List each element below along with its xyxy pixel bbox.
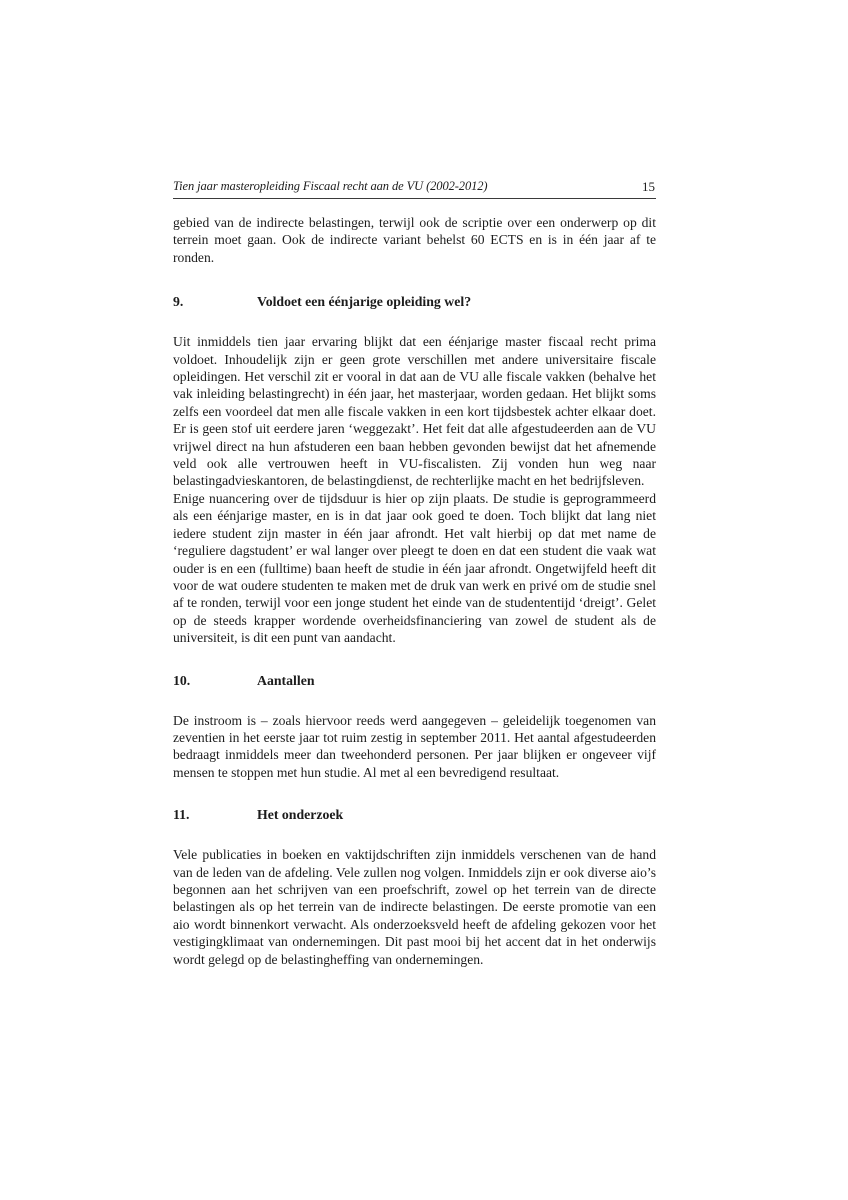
- running-header: [173, 176, 656, 199]
- section-9-paragraph-2: Enige nuancering over de tijdsduur is hier op zijn plaats. De studie is geprogrammeerd als een éénjarige master, en is in dat jaar ook goed te doen. Toch blijkt dat lang niet iedere student zijn master in één jaar afrondt. Het valt hierbij op dat met name de ‘reguliere dagstudent’ er wal langer over pleegt te doen en dat een student die vaak wat ouder is en een (fulltime) baan heeft de studie in één jaar afrondt. Ongetwijfeld heeft dit voor de wat oudere studenten te maken met de druk van werk en privé om de studie snel af te ronden, terwijl voor een jonge student het einde van de studententijd ‘dreigt’. Gelet op de steeds krapper wordende overheidsfinanciering van zowel de student als de universiteit, is dit een punt van aandacht.: [173, 490, 656, 646]
- section-title: Aantallen: [257, 672, 315, 688]
- section-number: 9.: [173, 294, 184, 310]
- book-page: [173, 176, 656, 968]
- section-10-paragraph-1: De instroom is – zoals hiervoor reeds werd aangegeven – geleidelijk toegenomen van zeventien in het eerste jaar tot ruim zestig in september 2011. Het aantal afgestudeerden bedraagt inmiddels meer dan tweehonderd personen. Per jaar blijken er ongeveer vijf mensen te stoppen met hun studie. Al met al een bevredigend resultaat.: [173, 712, 656, 780]
- section-heading-10: [173, 673, 656, 691]
- section-11-paragraph-1: Vele publicaties in boeken en vaktijdschriften zijn inmiddels verschenen van de hand van de leden van de afdeling. Vele zullen nog volgen. Inmiddels zijn er ook diverse aio’s begonnen aan het schrijven van een proefschrift, zowel op het terrein van de directe belastingen als op het terrein van de indirecte belastingen. De eerste promotie van een aio wordt binnenkort verwacht. Als onderzoeksveld heeft de afdeling gekozen voor het vestigingklimaat van ondernemingen. Dit past mooi bij het accent dat in het onderwijs wordt gelegd op de belastingheffing van ondernemingen.: [173, 847, 656, 967]
- section-heading-9: [173, 294, 656, 312]
- intro-paragraph: gebied van de indirecte belastingen, terwijl ook de scriptie over een onderwerp op dit terrein moet gaan. Ook de indirecte variant behelst 60 ECTS en is in één jaar af te ronden.: [173, 215, 656, 265]
- page-number: 15: [642, 179, 655, 194]
- section-number: 11.: [173, 807, 190, 823]
- section-title: Het onderzoek: [257, 807, 344, 823]
- section-title: Voldoet een éénjarige opleiding wel?: [257, 294, 472, 310]
- section-heading-11: [173, 807, 656, 825]
- section-number: 10.: [173, 672, 191, 688]
- running-header-title: Tien jaar masteropleiding Fiscaal recht aan de VU (2002-2012): [173, 179, 488, 193]
- section-9-paragraph-1: Uit inmiddels tien jaar ervaring blijkt dat een éénjarige master fiscaal recht prima voldoet. Inhoudelijk zijn er geen grote verschillen met andere universitaire fiscale opleidingen. Het verschil zit er vooral in dat aan de VU alle fiscale vakken (behalve het vak inleiding belastingrecht) in één jaar, het masterjaar, worden gedaan. Het blijkt soms zelfs een voordeel dat men alle fiscale vakken in een kort tijdsbestek achter elkaar doet. Er is geen stof uit eerdere jaren ‘weggezakt’. Het feit dat alle afgestudeerden aan de VU vrijwel direct na hun afstuderen een baan hebben gevonden bewijst dat het afnemende veld ook alle vertrouwen heeft in VU-fiscalisten. Zij vonden hun weg naar belastingadvieskantoren, de belastingdienst, de rechterlijke macht en het bedrijfsleven.: [173, 334, 656, 489]
